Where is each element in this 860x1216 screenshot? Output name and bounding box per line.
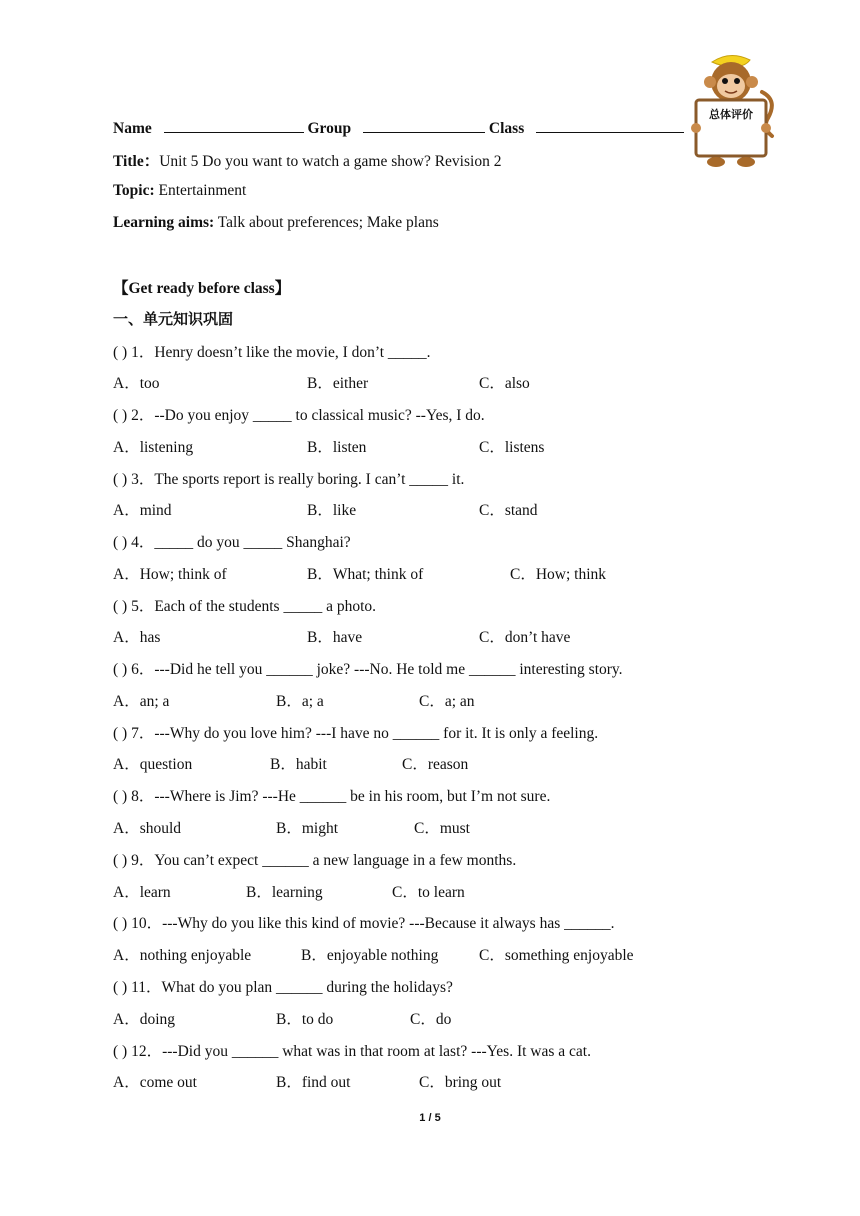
question-9 <box>113 848 516 870</box>
name-label: Name <box>113 120 152 137</box>
option-a[interactable]: A．has <box>113 629 161 646</box>
question-text: ---Why do you like this kind of movie? ---Because it always has ______. <box>162 915 615 932</box>
option-c[interactable]: C．don’t have <box>479 629 571 646</box>
answer-blank-8[interactable]: ( ) 8． <box>113 788 155 805</box>
answer-blank-10[interactable]: ( ) 10． <box>113 915 163 932</box>
answer-blank-1[interactable]: ( ) 1． <box>113 344 155 361</box>
option-a[interactable]: A．nothing enjoyable <box>113 947 252 964</box>
title-value: Unit 5 Do you want to watch a game show? Revision 2 <box>159 153 502 170</box>
option-a[interactable]: A．How; think of <box>113 566 227 583</box>
option-a[interactable]: A．mind <box>113 502 172 519</box>
question-text: You can’t expect ______ a new language in a few months. <box>154 852 517 869</box>
question-text: Henry doesn’t like the movie, I don’t _____. <box>154 344 431 361</box>
question-6 <box>113 657 623 679</box>
class-field[interactable] <box>536 118 684 133</box>
section-heading: 【Get ready before class】 <box>113 280 291 297</box>
option-b[interactable]: B．listen <box>307 439 367 456</box>
option-a[interactable]: A．doing <box>113 1011 176 1028</box>
question-7 <box>113 721 598 743</box>
option-b[interactable]: B．enjoyable nothing <box>301 947 439 964</box>
question-3 <box>113 467 464 489</box>
option-b[interactable]: B．learning <box>246 884 323 901</box>
answer-blank-7[interactable]: ( ) 7． <box>113 725 155 742</box>
question-text: The sports report is really boring. I can’t _____ it. <box>154 471 465 488</box>
answer-blank-5[interactable]: ( ) 5． <box>113 598 155 615</box>
question-text: _____ do you _____ Shanghai? <box>154 534 351 551</box>
answer-blank-3[interactable]: ( ) 3． <box>113 471 155 488</box>
option-c[interactable]: C．listens <box>479 439 545 456</box>
question-text: --Do you enjoy _____ to classical music? --Yes, I do. <box>154 407 485 424</box>
option-c[interactable]: C．a; an <box>419 693 475 710</box>
option-c[interactable]: C．reason <box>402 756 469 773</box>
aims-row <box>113 214 439 232</box>
option-a[interactable]: A．listening <box>113 439 194 456</box>
answer-blank-2[interactable]: ( ) 2． <box>113 407 155 424</box>
option-c[interactable]: C．bring out <box>419 1074 502 1091</box>
title-label: Title： <box>113 153 160 170</box>
option-a[interactable]: A．learn <box>113 884 171 901</box>
title-row <box>113 149 501 171</box>
question-text: ---Did you ______ what was in that room at last? ---Yes. It was a cat. <box>162 1043 591 1060</box>
question-10 <box>113 911 614 933</box>
topic-value: Entertainment <box>154 182 247 199</box>
option-c[interactable]: C．must <box>414 820 470 837</box>
question-text: Each of the students _____ a photo. <box>154 598 377 615</box>
option-c[interactable]: C．do <box>410 1011 452 1028</box>
question-text: What do you plan ______ during the holidays? <box>161 979 453 996</box>
option-c[interactable]: C．to learn <box>392 884 465 901</box>
name-field[interactable] <box>164 118 304 133</box>
monkey-with-banana-icon <box>684 48 778 172</box>
option-a[interactable]: A．question <box>113 756 193 773</box>
option-b[interactable]: B．What; think of <box>307 566 424 583</box>
question-1 <box>113 340 431 362</box>
answer-blank-11[interactable]: ( ) 11． <box>113 979 162 996</box>
class-label: Class <box>488 120 525 137</box>
question-5 <box>113 594 376 616</box>
option-b[interactable]: B．like <box>307 502 357 519</box>
section-subheading: 一、单元知识巩固 <box>113 310 234 328</box>
question-8 <box>113 784 550 806</box>
question-text: ---Where is Jim? ---He ______ be in his room, but I’m not sure. <box>154 788 551 805</box>
topic-row <box>113 182 246 200</box>
option-a[interactable]: A．come out <box>113 1074 197 1091</box>
question-11 <box>113 975 453 997</box>
group-label: Group <box>307 120 352 137</box>
page-number: 1 / 5 <box>419 1112 441 1124</box>
aims-label: Learning aims: <box>113 214 215 231</box>
option-c[interactable]: C．stand <box>479 502 538 519</box>
option-b[interactable]: B．habit <box>270 756 327 773</box>
option-b[interactable]: B．either <box>307 375 369 392</box>
answer-blank-4[interactable]: ( ) 4． <box>113 534 155 551</box>
answer-blank-9[interactable]: ( ) 9． <box>113 852 155 869</box>
option-a[interactable]: A．should <box>113 820 182 837</box>
answer-blank-12[interactable]: ( ) 12． <box>113 1043 163 1060</box>
option-b[interactable]: B．have <box>307 629 363 646</box>
option-b[interactable]: B．to do <box>276 1011 334 1028</box>
option-a[interactable]: A．an; a <box>113 693 170 710</box>
question-4 <box>113 530 351 552</box>
evaluation-board-text: 总体评价 <box>709 108 753 121</box>
option-b[interactable]: B．a; a <box>276 693 324 710</box>
question-12 <box>113 1039 591 1061</box>
topic-label: Topic: <box>113 182 155 199</box>
group-field[interactable] <box>363 118 485 133</box>
option-c[interactable]: C．How; think <box>510 566 607 583</box>
answer-blank-6[interactable]: ( ) 6． <box>113 661 155 678</box>
option-c[interactable]: C．also <box>479 375 530 392</box>
question-text: ---Did he tell you ______ joke? ---No. He told me ______ interesting story. <box>154 661 623 678</box>
option-c[interactable]: C．something enjoyable <box>479 947 634 964</box>
option-b[interactable]: B．find out <box>276 1074 351 1091</box>
question-2 <box>113 403 485 425</box>
option-a[interactable]: A．too <box>113 375 160 392</box>
question-text: ---Why do you love him? ---I have no ______ for it. It is only a feeling. <box>154 725 599 742</box>
option-b[interactable]: B．might <box>276 820 339 837</box>
aims-value: Talk about preferences; Make plans <box>214 214 439 231</box>
student-info-row <box>113 118 684 138</box>
